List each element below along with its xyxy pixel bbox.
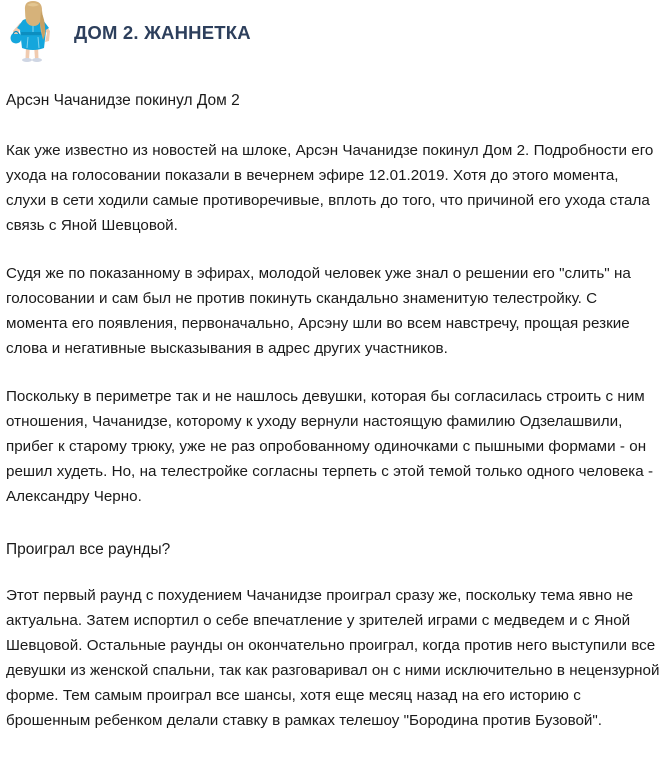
article-paragraph-2: Судя же по показанному в эфирах, молодой человек уже знал о решении его "слить" на голосовании и сам был не против покинуть скандально знаменитую телестройку. С момента его появления, первоначально, Арсэну шли во всем навстречу, прощая резкие слова и негативные высказывания в адрес других участников. — [6, 264, 631, 357]
article-body — [0, 90, 670, 733]
article-paragraph-4: Этот первый раунд с похудением Чачанидзе проиграл сразу же, поскольку тема явно не актуальна. Затем испортил о себе впечатление у зрителей играми с медведем и с Яной Шевцовой. Остальные раунды он окончательно проиграл, когда против него выступили все девушки из женской спальни, так как разговаривал он с ними исключительно в нецензурной форме. Тем самым проиграл все шансы, хотя еще месяц назад на его историю с брошенным ребенком делали ставку в рамках телешоу "Бородина против Бузовой". — [6, 587, 660, 730]
article-subheading: Проиграл все раунды? — [6, 540, 171, 558]
article-heading: Арсэн Чачанидзе покинул Дом 2 — [6, 92, 240, 109]
site-header — [0, 0, 670, 66]
site-title: ДОМ 2. ЖАННЕТКА — [74, 21, 251, 43]
article-paragraph-3: Поскольку в периметре так и не нашлось девушки, которая бы согласилась строить с ним отношения, Чачанидзе, которому к уходу вернули настоящую фамилию Одзелашвили, прибег к старому трюку, уже не раз опробованному одиночками с пышными формами - он решил худеть. Но, на телестройке согласны терпеть с этой темой только одного человека - Александру Черно. — [6, 387, 654, 505]
article-paragraph-1: Как уже известно из новостей на шлоке, Арсэн Чачанидзе покинул Дом 2. Подробности его ухода на голосовании показали в вечернем эфире 12.01.2019. Хотя до этого момента, слухи в сети ходили самые противоречивые, вплоть до того, что причиной его ухода стала связь с Яной Шевцовой. — [6, 141, 654, 234]
site-logo-icon — [4, 1, 62, 65]
